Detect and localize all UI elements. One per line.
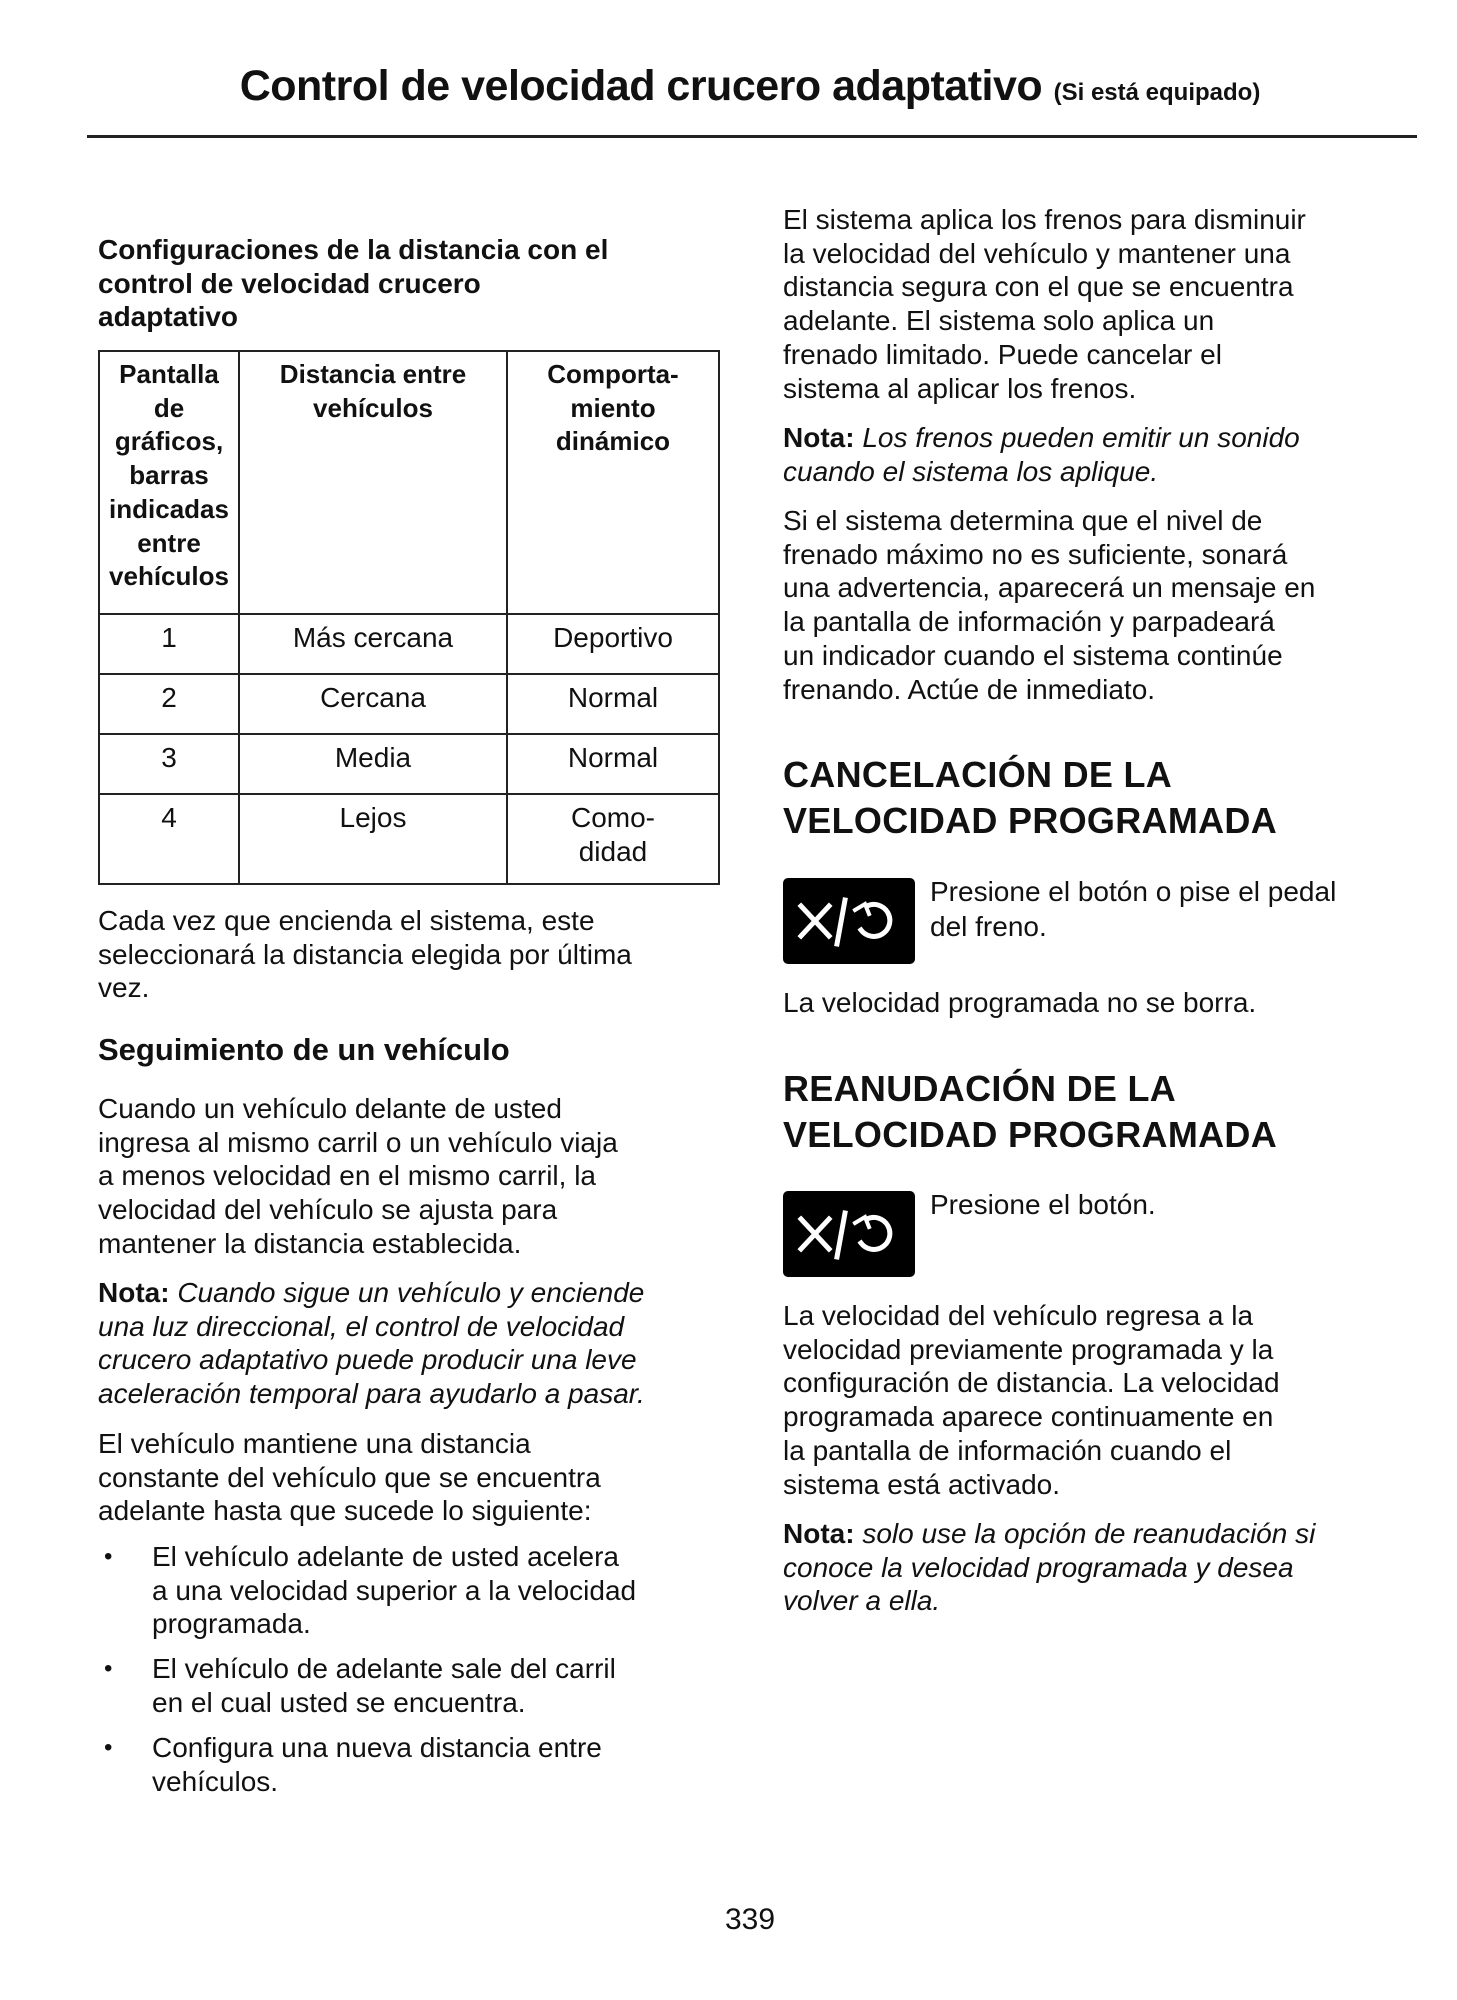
header-line: barras [129,460,209,491]
instruction-line: Presione el botón o pise el pedal [930,876,1337,907]
header-rule [87,135,1417,138]
paragraph-line: una advertencia, aparecerá un mensaje en [783,572,1316,604]
cell-bars: 4 [99,794,239,884]
paragraph-line: frenado limitado. Puede cancelar el [783,338,1222,370]
header-line: Distancia entre [279,359,467,389]
page-title [0,62,1457,111]
section-heading: REANUDACIÓN DE LA [783,1068,1177,1109]
cell-distance: Lejos [239,794,507,884]
note-line [98,1343,637,1377]
cell-distance: Media [239,734,507,794]
table-header-distance [239,351,507,614]
paragraph-line: La velocidad programada no se borra. [783,987,1257,1018]
paragraph-line: adelante. El sistema solo aplica un [783,305,1215,337]
note-line [783,1517,1315,1551]
section-subheading: control de velocidad crucero [98,267,481,299]
header-line: miento [570,392,656,423]
cell-behavior: Normal [507,734,719,794]
table-row [99,674,719,734]
cell-distance: Cercana [239,674,507,734]
section-heading: VELOCIDAD PROGRAMADA [783,1114,1278,1155]
paragraph-line: El vehículo mantiene una distancia [98,1428,531,1459]
section-heading: VELOCIDAD PROGRAMADA [783,800,1278,841]
header-line: vehículos [313,392,433,423]
section-subheading: Configuraciones de la distancia con el [98,234,609,265]
paragraph-line: Cuando un vehículo delante de usted [98,1093,562,1124]
paragraph-line: la velocidad del vehículo y mantener una [783,237,1291,269]
bullet-item-line: El vehículo adelante de usted acelera [152,1541,619,1572]
bullet-item-line: vehículos. [152,1765,279,1797]
instruction-line: Presione el botón. [930,1189,1156,1220]
paragraph-line: la pantalla de información cuando el [783,1434,1232,1466]
note-text: Cuando sigue un vehículo y enciende [177,1277,645,1308]
note-line [98,1377,645,1411]
note-text: solo use la opción de reanudación si [862,1518,1316,1549]
paragraph-line: velocidad previamente programada y la [783,1333,1274,1365]
paragraph-line: un indicador cuando el sistema continúe [783,639,1283,671]
bullet-icon: • [104,1543,113,1570]
cell-bars: 2 [99,674,239,734]
header-line: vehículos [109,561,229,592]
paragraph-line: configuración de distancia. La velocidad [783,1367,1280,1399]
note-text: Los frenos pueden emitir un sonido [862,422,1300,453]
paragraph-line: ingresa al mismo carril o un vehículo viaja [98,1126,618,1158]
paragraph-line: constante del vehículo que se encuentra [98,1461,601,1493]
paragraph-line: mantener la distancia establecida. [98,1227,522,1259]
paragraph-line: adelante hasta que sucede lo siguiente: [98,1495,592,1527]
paragraph-line: La velocidad del vehículo regresa a la [783,1300,1254,1331]
paragraph-line: a menos velocidad en el mismo carril, la [98,1160,596,1192]
paragraph-line: Cada vez que encienda el sistema, este [98,905,595,936]
table-header-behavior [507,351,719,614]
paragraph-line: la pantalla de información y parpadeará [783,606,1275,638]
table-row [99,794,719,884]
bullet-item-line: El vehículo de adelante sale del carril [152,1653,616,1684]
paragraph-line: vez. [98,972,150,1004]
paragraph-line: sistema está activado. [783,1468,1061,1500]
note-line [98,1310,624,1344]
paragraph-line: frenando. Actúe de inmediato. [783,673,1156,705]
table-row [99,614,719,674]
note-label: Nota: [98,1277,170,1308]
title-subtitle: (Si está equipado) [1053,79,1261,106]
table-row [99,734,719,794]
header-line: entre [137,527,201,558]
note-text: volver a ella. [783,1585,941,1617]
instruction-line: del freno. [930,911,1047,942]
header-line: dinámico [555,426,671,457]
paragraph-line: seleccionará la distancia elegida por última [98,938,632,970]
bullet-item-line: Configura una nueva distancia entre [152,1732,602,1763]
bullet-item-line: en el cual usted se encuentra. [152,1686,526,1718]
section-subheading: adaptativo [98,301,239,332]
paragraph-line: programada aparece continuamente en [783,1401,1274,1433]
cancel-resume-button-icon [783,1191,915,1277]
bullet-item-line: a una velocidad superior a la velocidad [152,1574,637,1606]
note-text: conoce la velocidad programada y desea [783,1551,1294,1583]
paragraph-line: frenado máximo no es suficiente, sonará [783,538,1288,570]
note-line [783,1551,1294,1585]
paragraph-line: El sistema aplica los frenos para disminuir [783,204,1306,235]
cell-distance: Más cercana [239,614,507,674]
distance-settings-table [98,350,720,885]
bullet-item-line: programada. [152,1608,311,1640]
page-number: 339 [724,1903,776,1936]
header-line: indicadas [109,493,229,524]
section-heading: CANCELACIÓN DE LA [783,754,1173,795]
cell-bars: 1 [99,614,239,674]
table-header-row [99,351,719,614]
note-text: crucero adaptativo puede producir una leve [98,1344,637,1376]
cell-behavior [507,794,719,884]
table-header-bars [99,351,239,614]
cell-line: didad [578,835,648,867]
title-text: Control de velocidad crucero adaptativo [239,62,1043,110]
note-line [783,455,1158,489]
paragraph-line: velocidad del vehículo se ajusta para [98,1194,558,1226]
note-line [783,1584,940,1618]
note-text: una luz direccional, el control de velocidad [98,1310,625,1342]
cell-behavior: Deportivo [507,614,719,674]
note-text: cuando el sistema los aplique. [783,455,1159,487]
bullet-icon: • [104,1734,113,1761]
section-subheading: Seguimiento de un vehículo [98,1032,510,1067]
cell-bars: 3 [99,734,239,794]
header-line: Comporta- [547,359,679,389]
header-line: gráficos, [114,426,224,457]
bullet-icon: • [104,1655,113,1682]
note-text: aceleración temporal para ayudarlo a pasar. [98,1378,645,1410]
header-line: de [153,392,185,423]
cancel-resume-button-icon [783,878,915,964]
paragraph-line: Si el sistema determina que el nivel de [783,505,1263,536]
cell-behavior: Normal [507,674,719,734]
note-label: Nota: [783,1518,855,1549]
note-line [783,421,1300,455]
paragraph-line: sistema al aplicar los frenos. [783,372,1137,404]
note-line [98,1276,644,1310]
note-label: Nota: [783,422,855,453]
paragraph-line: distancia segura con el que se encuentra [783,271,1294,303]
header-line: Pantalla [119,359,219,389]
cell-line: Como- [570,802,655,833]
